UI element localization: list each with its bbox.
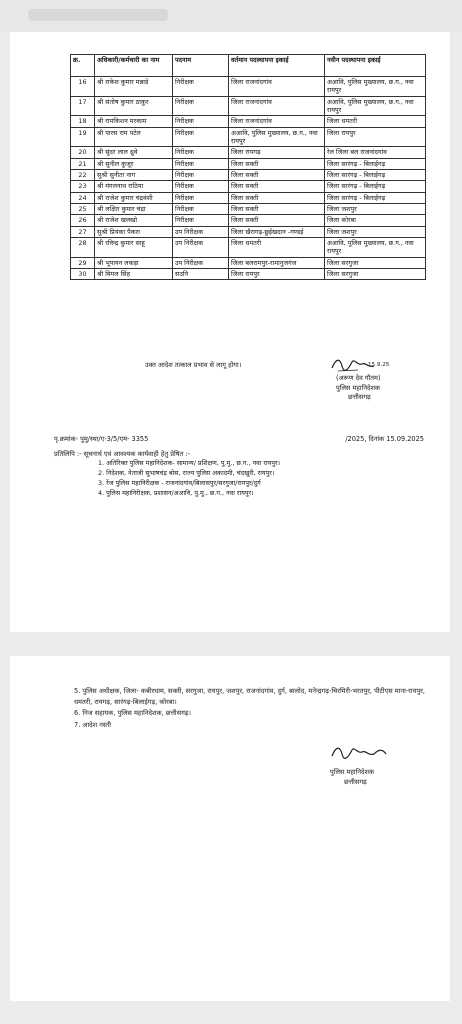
cell-current-posting: जिला खैरागढ़-छुईखदान -गण्डई (229, 226, 325, 237)
cell-current-posting: जिला धमतरी (229, 237, 325, 257)
cell-new-posting: जिला सारंगढ़ - बिलाईगढ़ (325, 181, 426, 192)
top-bar (0, 0, 462, 32)
cell-new-posting: जिला सरगुजा (325, 257, 426, 268)
cell-new-posting: जिला कोरबा (325, 215, 426, 226)
cell-current-posting: जिला सक्ती (229, 203, 325, 214)
cell-serial: 26 (71, 215, 95, 226)
cell-name: श्री सुंदर लाल ध्रुवे (95, 147, 173, 158)
list-item: 5. पुलिस अधीक्षक, जिला- कबीरधाम, सक्ती, सरगुजा, रायपुर, जशपुर, राजनांदगांव, दुर्ग, बालोद, मनेन्द्रगढ़-चिरमिरी-भरतपुर, पीटीएस माना-रायपुर, धमतरी, रायगढ़, सारंगढ़-बिलाईगढ़, कोरबा। (74, 687, 425, 707)
reference-number: पृ.क्रमांक- पुमु/स्था/ए-3/5/एम- 3355 (54, 435, 149, 443)
table-row (71, 257, 426, 268)
cell-new-posting: अआवि, पुलिस मुख्यालय, छ.ग., नवा रायपुर (325, 237, 426, 257)
cell-new-posting: जिला सारंगढ़ - बिलाईगढ़ (325, 169, 426, 180)
cell-designation: निरीक्षक (173, 215, 229, 226)
cc-heading: प्रतिलिपि :- सूचनार्थ एवं आवश्यक कार्यवाही हेतु प्रेषित :- (54, 450, 190, 458)
cell-designation: निरीक्षक (173, 116, 229, 127)
cell-serial: 27 (71, 226, 95, 237)
cell-serial: 18 (71, 116, 95, 127)
signatory-title: पुलिस महानिदेशक (330, 768, 375, 776)
table-row (71, 169, 426, 180)
cell-serial: 22 (71, 169, 95, 180)
cell-current-posting: जिला रायपुर (229, 268, 325, 279)
cell-name: श्री मंगलनाथ राठिया (95, 181, 173, 192)
cell-current-posting: जिला सक्ती (229, 181, 325, 192)
table-row (71, 237, 426, 257)
cell-name: श्री भूपायन लकड़ा (95, 257, 173, 268)
cell-serial: 28 (71, 237, 95, 257)
cell-designation: निरीक्षक (173, 127, 229, 147)
cc-item: 1. अतिरिक्त पुलिस महानिदेशक- सामान्य/ प्रशिक्षण, पु.मु., छ.ग., नवा रायपुर। (98, 459, 281, 467)
cc-list (98, 459, 428, 499)
table-row (71, 181, 426, 192)
cell-name: श्री लक्षित कुमार चंद्रा (95, 203, 173, 214)
cell-serial: 23 (71, 181, 95, 192)
cell-serial: 30 (71, 268, 95, 279)
table-row (71, 96, 426, 116)
table-row (71, 127, 426, 147)
cell-serial: 20 (71, 147, 95, 158)
cell-current-posting: जिला बलरामपुर-रामानुजगंज (229, 257, 325, 268)
col-header-new-posting: नवीन पदस्थापना इकाई (325, 55, 426, 77)
reference-line (54, 434, 424, 443)
cell-name: श्री राजेश खलखो (95, 215, 173, 226)
cell-designation: निरीक्षक (173, 147, 229, 158)
cell-new-posting: जिला सरगुजा (325, 268, 426, 279)
table-row (71, 268, 426, 279)
cell-name: श्री राजेश कुमार चंद्रवंशी (95, 192, 173, 203)
table-row (71, 203, 426, 214)
cell-current-posting: जिला सक्ती (229, 192, 325, 203)
cell-name: सुश्री प्रियंका पैकरा (95, 226, 173, 237)
table-row (71, 158, 426, 169)
document-page-2 (10, 656, 450, 1001)
cell-current-posting: जिला राजनांदगांव (229, 116, 325, 127)
cc-item: 2. निदेशक, नेताजी सुभाषचंद्र बोस, राज्य पुलिस अकादमी, चंदखुरी, रायपुर। (98, 468, 275, 477)
cell-designation: निरीक्षक (173, 169, 229, 180)
cell-new-posting: अआवि, पुलिस मुख्यालय, छ.ग., नवा रायपुर (325, 77, 426, 97)
cell-current-posting: जिला राजनांदगांव (229, 96, 325, 116)
signature-2 (328, 742, 408, 764)
list-item: 7. आदेश नस्ती (74, 720, 111, 729)
signature-2-block (330, 768, 374, 787)
cell-name: श्री विमल सिंह (95, 268, 173, 279)
signatory-name: (अरूण देव गौतम) (336, 374, 381, 382)
signature-1-block (336, 374, 381, 403)
page2-list (74, 686, 434, 731)
list-item: 6. निज सहायक, पुलिस महानिदेशक, छत्तीसगढ़। (74, 709, 191, 718)
cc-item: 3. रेंज पुलिस महानिरीक्षक - राजनांदगांव/बिलासपुर/सरगुजा/रायपुर/दुर्ग (98, 478, 261, 487)
cell-designation: सउनि (173, 268, 229, 279)
cell-new-posting: जिला धमतरी (325, 116, 426, 127)
cell-new-posting: जिला सारंगढ़ - बिलाईगढ़ (325, 158, 426, 169)
cell-name: सुश्री सुनीता नाग (95, 169, 173, 180)
cell-designation: निरीक्षक (173, 158, 229, 169)
cell-designation: निरीक्षक (173, 96, 229, 116)
cell-designation: निरीक्षक (173, 192, 229, 203)
cell-current-posting: जिला सक्ती (229, 215, 325, 226)
cell-designation: उप निरीक्षक (173, 257, 229, 268)
col-header-current-posting: वर्तमान पदस्थापना इकाई (229, 55, 325, 77)
table-row (71, 226, 426, 237)
cell-current-posting: जिला सक्ती (229, 158, 325, 169)
table-row (71, 77, 426, 97)
cell-current-posting: जिला सक्ती (229, 169, 325, 180)
transfer-table (70, 54, 426, 280)
signatory-state: छत्तीसगढ़ (348, 393, 371, 402)
reference-date: /2025, दिनांक 15.09.2025 (345, 435, 424, 443)
cell-new-posting: जिला जशपुर (325, 226, 426, 237)
cell-designation: निरीक्षक (173, 181, 229, 192)
cell-name: श्री रविन्द्र कुमार साहू (95, 237, 173, 257)
order-note: उक्त आदेश तत्काल प्रभाव से लागू होगा। (145, 361, 242, 369)
cell-serial: 21 (71, 158, 95, 169)
col-header-name: अधिकारी/कर्मचारी का नाम (95, 55, 173, 77)
col-header-serial: क्र. (71, 55, 95, 77)
cell-designation: निरीक्षक (173, 203, 229, 214)
table-row (71, 147, 426, 158)
cell-designation: उप निरीक्षक (173, 226, 229, 237)
document-page-1 (10, 32, 450, 632)
cell-new-posting: अआवि, पुलिस मुख्यालय, छ.ग., नवा रायपुर (325, 96, 426, 116)
table-row (71, 116, 426, 127)
col-header-designation: पदनाम (173, 55, 229, 77)
cell-new-posting: जिला सारंगढ़ - बिलाईगढ़ (325, 192, 426, 203)
cell-current-posting: जिला राजनांदगांव (229, 77, 325, 97)
table-row (71, 215, 426, 226)
cell-current-posting: अआवि, पुलिस मुख्यालय, छ.ग., नवा रायपुर (229, 127, 325, 147)
cell-name: श्री रामकिशन मरकाम (95, 116, 173, 127)
table-header-row (71, 55, 426, 77)
cell-serial: 16 (71, 77, 95, 97)
cell-new-posting: रेल जिला बल राजनांदगांव (325, 147, 426, 158)
cell-name: श्री राकेश कुमार मन्नाडे (95, 77, 173, 97)
cell-serial: 19 (71, 127, 95, 147)
signatory-title: पुलिस महानिदेशक (336, 383, 381, 392)
cell-designation: उप निरीक्षक (173, 237, 229, 257)
cc-item: 4. पुलिस महानिरीक्षक, प्रशासन/अआवि, पु.मु., छ.ग., नवा रायपुर। (98, 488, 254, 497)
table-row (71, 192, 426, 203)
cell-name: श्री पारस राम पटेल (95, 127, 173, 147)
cell-name: श्री संतोष कुमार ठाकुर (95, 96, 173, 116)
cell-serial: 17 (71, 96, 95, 116)
cell-new-posting: जिला जशपुर (325, 203, 426, 214)
cell-serial: 25 (71, 203, 95, 214)
cell-serial: 24 (71, 192, 95, 203)
cell-current-posting: जिला रायगढ़ (229, 147, 325, 158)
blurred-header (28, 9, 168, 21)
cell-serial: 29 (71, 257, 95, 268)
cell-name: श्री सुनील कुजूर (95, 158, 173, 169)
signature-date: 15.9.25 (368, 362, 390, 368)
signatory-state: छत्तीसगढ़ (344, 777, 367, 786)
cell-designation: निरीक्षक (173, 77, 229, 97)
cell-new-posting: जिला रायपुर (325, 127, 426, 147)
